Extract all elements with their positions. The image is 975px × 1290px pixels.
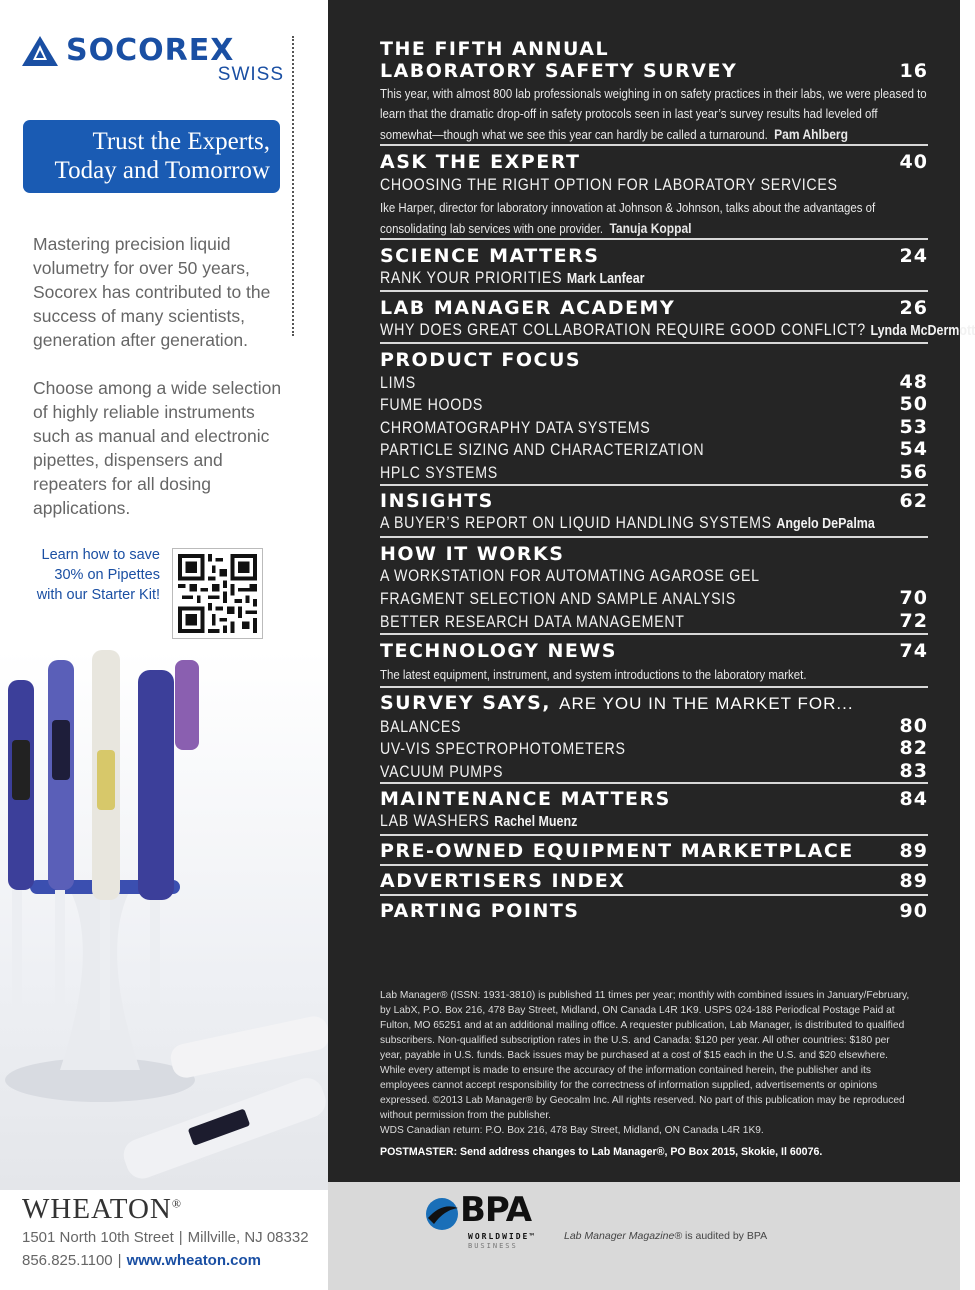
- bpa-logo-text: BPA: [460, 1190, 532, 1230]
- list-item[interactable]: PARTICLE SIZING AND CHARACTERIZATION 54: [380, 438, 928, 461]
- publication-info-text: Lab Manager® (ISSN: 1931-3810) is published 11 times per year; monthly with combined issues in January/February, by LabX, P.O. Box 216, 478 Bay Street, Midland, ON Canada L4R 1K9. USPS 024-188 Periodical Postage Paid at Fulton, MO 65251 and at an additional mailing office. A requester publication, Lab Manager, is distributed to qualified subscribers. Non-qualified subscription rates in the U.S. and Canada: $120 per year. All other countries: $180 per year, payable in U.S. funds. Back issues may be purchased at a cost of $15 each in the U.S. and $20 elsewhere. While every attempt is made to ensure the accuracy of the information contained herein, the publisher and its employees cannot accept responsibility for the correctness of information supplied, advertisements or opinions expressed. ©2013 Lab Manager® by Geocalm Inc. All rights reserved. No part of this publication may be reproduced without permission from the publisher.: [380, 990, 910, 1121]
- list-item[interactable]: FUME HOODS 50: [380, 393, 928, 416]
- wheaton-website-link[interactable]: www.wheaton.com: [126, 1252, 262, 1269]
- address-city: Millville, NJ 08332: [187, 1229, 309, 1246]
- tagline-line: Trust the Experts,: [92, 128, 270, 155]
- page-number: 48: [899, 371, 928, 393]
- page-number: 89: [899, 840, 928, 862]
- section-description: Ike Harper, director for laboratory innovation at Johnson & Johnson, talks about the advantages of consolidating lab services with one provider. Tanuja Koppal: [380, 199, 876, 236]
- divider: [380, 290, 928, 292]
- divider: [380, 894, 928, 896]
- page-number: 72: [899, 609, 928, 632]
- divider: [380, 238, 928, 240]
- section-title: ADVERTISERS INDEX: [380, 870, 626, 892]
- section-subtitle: WHY DOES GREAT COLLABORATION REQUIRE GOOD CONFLICT? Lynda McDermott: [380, 321, 975, 339]
- section-subtitle: RANK YOUR PRIORITIES Mark Lanfear: [380, 269, 645, 287]
- promo-text[interactable]: [20, 545, 160, 605]
- list-item[interactable]: BETTER RESEARCH DATA MANAGEMENT 72: [380, 609, 928, 632]
- divider: [380, 864, 928, 866]
- page-number: 83: [899, 759, 928, 782]
- brand-sub: SWISS: [217, 64, 284, 85]
- page-number: 90: [899, 900, 928, 922]
- section-title: SURVEY SAYS, ARE YOU IN THE MARKET FOR...: [380, 692, 854, 714]
- page-number: 84: [899, 788, 928, 810]
- toc-section-lab-manager-academy[interactable]: [380, 297, 975, 343]
- toc-section-ask-the-expert[interactable]: [380, 151, 928, 239]
- bpa-audit-text: Lab Manager Magazine® is audited by BPA: [564, 1230, 768, 1242]
- author-name: Lynda McDermott: [870, 323, 975, 339]
- list-item[interactable]: CHROMATOGRAPHY DATA SYSTEMS 53: [380, 415, 928, 438]
- wheaton-contact: [22, 1252, 261, 1269]
- dotted-divider: [292, 36, 296, 336]
- magazine-name: Lab Manager Magazine®: [564, 1230, 683, 1242]
- brand-name: SOCOREX: [66, 33, 235, 68]
- divider: [380, 342, 928, 344]
- advertisement-column: [0, 0, 328, 1290]
- divider: [380, 686, 928, 688]
- toc-section-product-focus[interactable]: [380, 349, 928, 483]
- list-item[interactable]: UV-VIS SPECTROPHOTOMETERS 82: [380, 737, 928, 760]
- section-title: MAINTENANCE MATTERS: [380, 788, 671, 810]
- toc-section-science-matters[interactable]: [380, 245, 928, 291]
- page-number: 54: [899, 438, 928, 461]
- section-title: LABORATORY SAFETY SURVEY: [380, 60, 738, 82]
- section-title-small: ARE YOU IN THE MARKET FOR...: [559, 694, 854, 713]
- divider: [380, 782, 928, 784]
- author-name: Tanuja Koppal: [609, 219, 692, 236]
- section-description: The latest equipment, instrument, and system introductions to the laboratory market.: [380, 667, 807, 682]
- divider: [380, 484, 928, 486]
- phone-number: 856.825.1100: [22, 1252, 113, 1269]
- list-item[interactable]: LIMS 48: [380, 371, 928, 393]
- page-number: 40: [899, 151, 928, 173]
- socorex-triangle-icon: [22, 36, 58, 66]
- section-title: PRODUCT FOCUS: [380, 349, 582, 371]
- bpa-logo[interactable]: [424, 1190, 549, 1250]
- section-title: HOW IT WORKS: [380, 543, 565, 565]
- promo-line: Learn how to save: [41, 547, 160, 563]
- section-title: ASK THE EXPERT: [380, 151, 581, 173]
- list-item[interactable]: VACUUM PUMPS 83: [380, 759, 928, 782]
- section-subtitle: LAB WASHERS Rachel Muenz: [380, 812, 578, 830]
- list-item[interactable]: BALANCES 80: [380, 715, 928, 737]
- bpa-footer: [328, 1182, 960, 1290]
- section-subtitle: A BUYER’S REPORT ON LIQUID HANDLING SYSTEMS Angelo DePalma: [380, 514, 875, 532]
- tagline-line: Today and Tomorrow: [54, 157, 270, 184]
- toc-section-technology-news[interactable]: [380, 640, 928, 685]
- page-number: 70: [899, 587, 928, 610]
- section-description: This year, with almost 800 lab professionals weighing in on safety practices in their labs, we were pleased to learn that the dramatic drop-off in safety protocols seen in last year’s survey results had leveled off somewhat—though what we see this year can hardly be called a turnaround. Pam Ahlberg: [380, 86, 927, 142]
- toc-section-how-it-works[interactable]: [380, 543, 928, 632]
- wheaton-logo[interactable]: [22, 1193, 182, 1226]
- page-number: 56: [899, 460, 928, 483]
- author-name: Rachel Muenz: [494, 814, 578, 830]
- page-number: 80: [899, 715, 928, 737]
- list-item[interactable]: HPLC SYSTEMS 56: [380, 460, 928, 483]
- ad-paragraph: Choose among a wide selection of highly reliable instruments such as manual and electronic pipettes, dispensers and repeaters for all dosing applications.: [33, 378, 282, 518]
- page-number: 62: [899, 490, 928, 512]
- toc-section-survey-says[interactable]: [380, 692, 928, 782]
- section-title: PARTING POINTS: [380, 900, 580, 922]
- section-title: TECHNOLOGY NEWS: [380, 640, 617, 662]
- page-number: 89: [899, 870, 928, 892]
- address-street: 1501 North 10th Street: [22, 1229, 174, 1246]
- section-title: INSIGHTS: [380, 490, 494, 512]
- section-subtitle: CHOOSING THE RIGHT OPTION FOR LABORATORY SERVICES: [380, 176, 838, 194]
- promo-line: with our Starter Kit!: [36, 587, 160, 603]
- bpa-logo-sub: WORLDWIDE™: [468, 1232, 537, 1241]
- wheaton-address: [22, 1229, 309, 1246]
- pipettes-photo: [0, 650, 328, 1190]
- tagline-banner: [23, 120, 280, 193]
- page-number: 53: [899, 415, 928, 438]
- page-number: 50: [899, 393, 928, 416]
- list-item[interactable]: FRAGMENT SELECTION AND SAMPLE ANALYSIS 70: [380, 587, 928, 610]
- postmaster-notice: POSTMASTER: Send address changes to Lab Manager®, PO Box 2015, Skokie, Il 60076.: [380, 1146, 823, 1158]
- toc-section-parting-points[interactable]: [380, 900, 928, 922]
- canadian-return: WDS Canadian return: P.O. Box 216, 478 Bay Street, Midland, ON Canada L4R 1K9.: [380, 1125, 764, 1136]
- publication-info: [380, 988, 910, 1138]
- qr-code-icon[interactable]: [172, 548, 263, 639]
- section-title: SCIENCE MATTERS: [380, 245, 600, 267]
- toc-section-maintenance-matters[interactable]: [380, 788, 928, 834]
- separator: |: [178, 1229, 183, 1246]
- socorex-logo[interactable]: [22, 34, 284, 84]
- page-number: 16: [899, 60, 928, 82]
- bpa-logo-sub: BUSINESS: [468, 1242, 518, 1250]
- section-title: LAB MANAGER ACADEMY: [380, 297, 676, 319]
- divider: [380, 536, 928, 538]
- page-number: 24: [899, 245, 928, 267]
- divider: [380, 633, 928, 635]
- toc-section-advertisers-index[interactable]: [380, 870, 928, 892]
- author-name: Mark Lanfear: [566, 271, 645, 287]
- author-name: Pam Ahlberg: [774, 126, 848, 142]
- divider: [380, 144, 928, 146]
- ad-paragraph: Mastering precision liquid volumetry for over 50 years, Socorex has contributed to the success of many scientists, generation after generation.: [33, 234, 271, 350]
- table-of-contents: [328, 0, 975, 1182]
- section-title: PRE-OWNED EQUIPMENT MARKETPLACE: [380, 840, 854, 862]
- page-number: 26: [899, 297, 928, 319]
- page-number: 82: [899, 737, 928, 760]
- author-name: Angelo DePalma: [776, 516, 875, 532]
- separator: |: [117, 1252, 122, 1269]
- section-title: THE FIFTH ANNUAL: [380, 38, 610, 60]
- divider: [380, 834, 928, 836]
- list-item[interactable]: A WORKSTATION FOR AUTOMATING AGAROSE GEL: [380, 567, 760, 585]
- page-number: 74: [899, 640, 928, 662]
- toc-section-safety-survey[interactable]: [380, 38, 928, 145]
- registered-mark: ®: [171, 1196, 182, 1211]
- toc-section-pre-owned-marketplace[interactable]: [380, 840, 928, 862]
- toc-section-insights[interactable]: [380, 490, 928, 536]
- wheaton-name: WHEATON: [22, 1193, 172, 1225]
- promo-line: 30% on Pipettes: [54, 567, 160, 583]
